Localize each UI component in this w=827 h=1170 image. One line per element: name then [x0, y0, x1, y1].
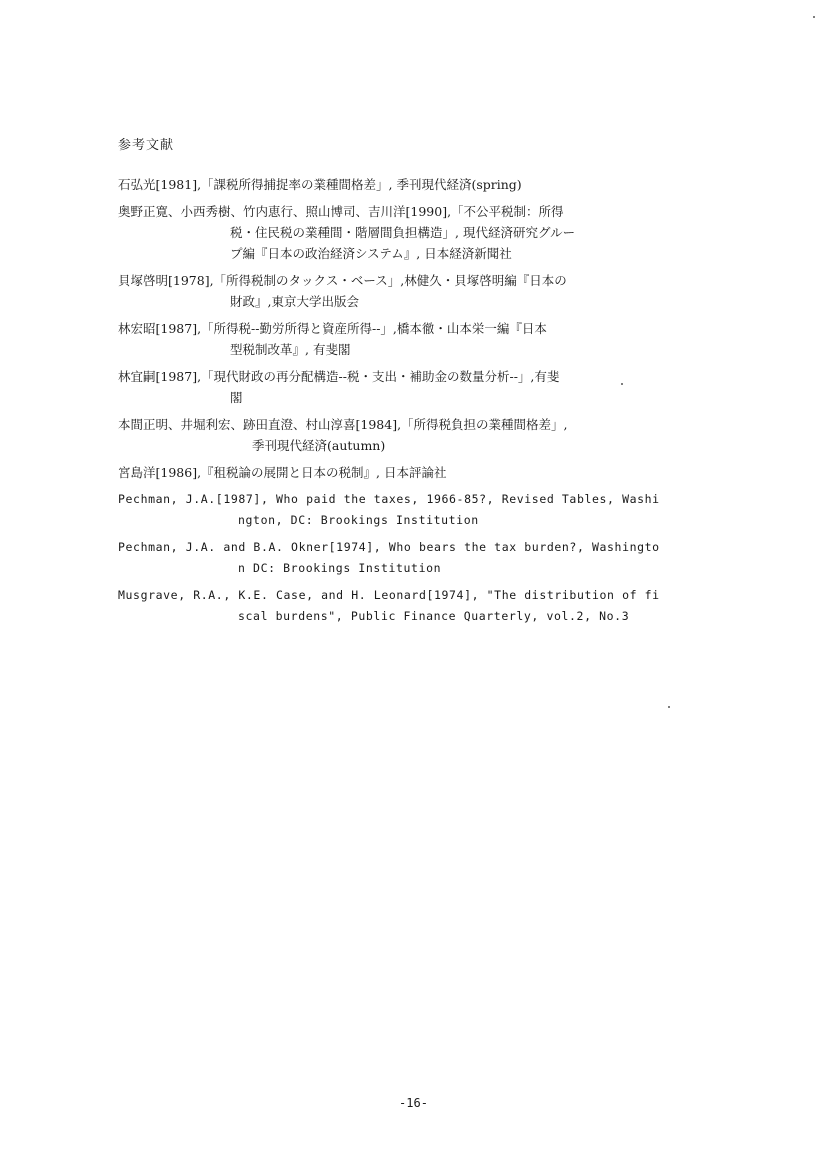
reference-line: Pechman, J.A. and B.A. Okner[1974], Who bears the tax burden?, Washingto — [118, 540, 660, 554]
references-heading: 参考文献 — [118, 138, 175, 153]
reference-hayashi-h-1987 — [118, 318, 718, 360]
scan-speck — [621, 383, 623, 385]
reference-line: Pechman, J.A.[1987], Who paid the taxes, 1966-85?, Revised Tables, Washi — [118, 492, 660, 506]
reference-line-continued: 型税制改革』, 有斐閣 — [230, 342, 351, 357]
reference-pechman-1987 — [118, 489, 718, 531]
reference-line-continued: 財政』,東京大学出版会 — [230, 294, 359, 309]
page-number: -16- — [399, 1096, 428, 1110]
reference-line-continued: プ編『日本の政治経済システム』, 日本経済新聞社 — [230, 246, 512, 261]
reference-line-continued: 税・住民税の業種間・階層間負担構造」, 現代経済研究グルー — [230, 225, 576, 240]
reference-line: 奥野正寛、小西秀樹、竹内恵行、照山博司、吉川洋[1990],「不公平税制：所得 — [118, 204, 564, 219]
reference-line: 林宜嗣[1987],「現代財政の再分配構造--税・支出・補助金の数量分析--」,有斐 — [118, 369, 560, 384]
reference-list — [118, 174, 718, 633]
reference-line-continued: 閣 — [230, 390, 243, 405]
reference-hayashi-y-1987 — [118, 366, 718, 408]
reference-line-continued: ngton, DC: Brookings Institution — [238, 513, 479, 527]
reference-line: 本間正明、井堀利宏、跡田直澄、村山淳喜[1984],「所得税負担の業種間格差」, — [118, 417, 568, 432]
reference-miyajima-1986 — [118, 462, 718, 483]
reference-musgrave-1974 — [118, 585, 718, 627]
reference-pechman-okner-1974 — [118, 537, 718, 579]
reference-homma-1984 — [118, 414, 718, 456]
reference-okuno-1990 — [118, 201, 718, 264]
reference-line-continued: scal burdens", Public Finance Quarterly, vol.2, No.3 — [238, 609, 630, 623]
reference-line: 林宏昭[1987],「所得税--勤労所得と資産所得--」,橋本徹・山本栄一編『日本 — [118, 321, 547, 336]
reference-line: Musgrave, R.A., K.E. Case, and H. Leonard[1974], "The distribution of fi — [118, 588, 660, 602]
reference-line-continued: n DC: Brookings Institution — [238, 561, 442, 575]
scan-speck — [668, 706, 670, 708]
reference-line: 貝塚啓明[1978],「所得税制のタックス・ベース」,林健久・貝塚啓明編『日本の — [118, 273, 567, 288]
reference-kaizuka-1978 — [118, 270, 718, 312]
reference-line: 宮島洋[1986],『租税論の展開と日本の税制』, 日本評論社 — [118, 465, 447, 480]
reference-line: 石弘光[1981],「課税所得捕捉率の業種間格差」, 季刊現代経済(spring) — [118, 177, 522, 192]
reference-ishi-1981 — [118, 174, 718, 195]
scan-speck — [813, 16, 815, 18]
reference-line-continued: 季刊現代経済(autumn) — [252, 438, 386, 453]
